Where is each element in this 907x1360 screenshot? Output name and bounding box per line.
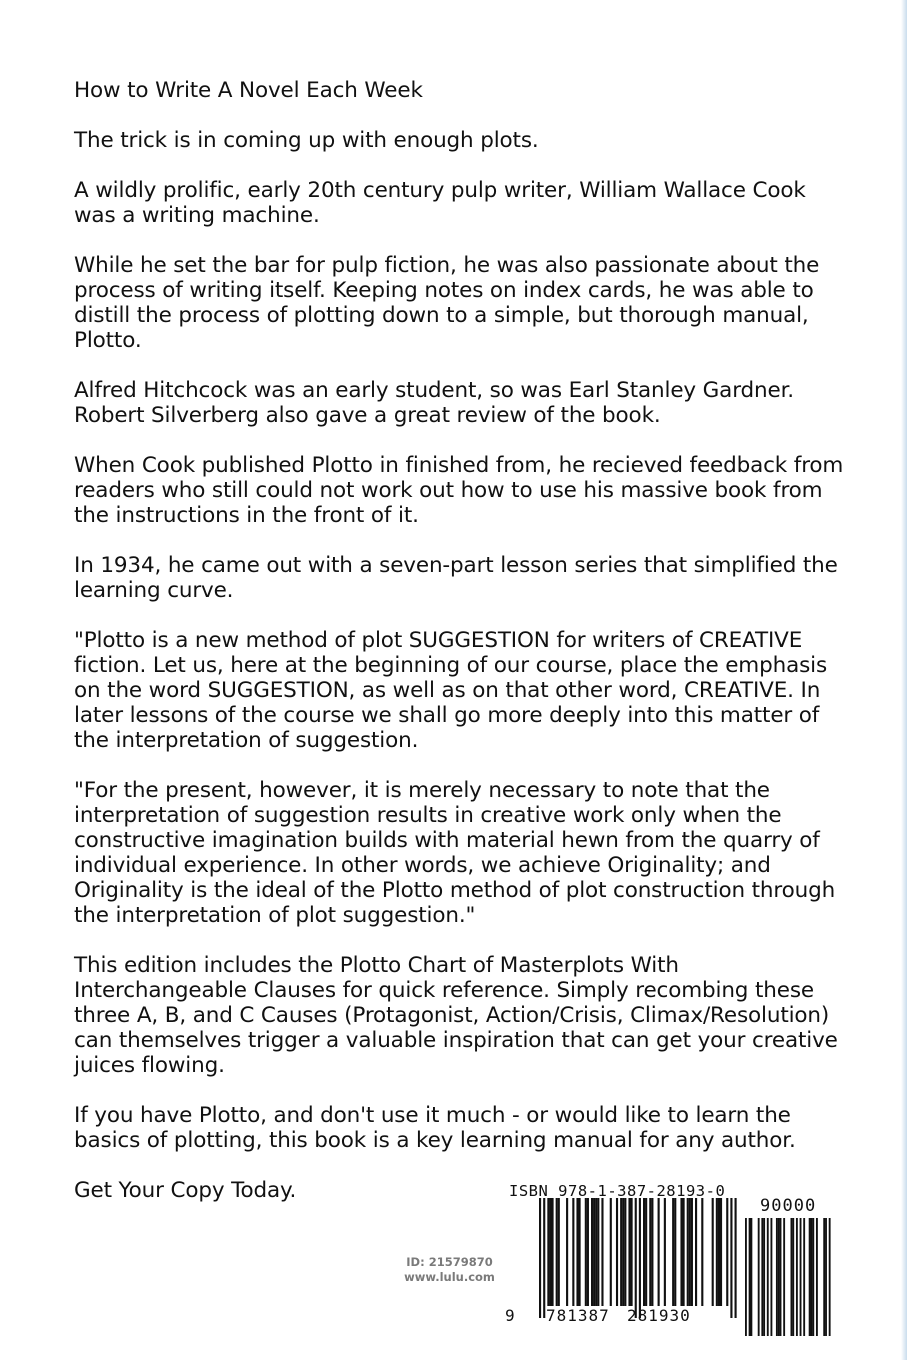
addon-bar	[816, 1218, 818, 1336]
barcode-bar	[658, 1198, 660, 1306]
barcode-bar	[683, 1198, 685, 1306]
barcode-bar	[649, 1198, 651, 1306]
addon-bar	[778, 1218, 780, 1336]
barcode-bar	[543, 1198, 545, 1318]
addon-bar	[792, 1218, 794, 1336]
lulu-site: www.lulu.com	[404, 1270, 495, 1284]
addon-bar	[812, 1218, 814, 1336]
barcode-bar	[558, 1198, 560, 1306]
blurb-quote: "Plotto is a new method of plot SUGGESTION for writers of CREATIVE fiction. Let us, here at the beginning of our course, place the emphasis on the word SUGGESTION, as well as on that other word, CREATIVE. In later lessons of the course we shall go more deeply into this matter of the interpretation of suggestion.	[74, 628, 828, 753]
barcode-bar	[701, 1198, 703, 1306]
addon-bar	[780, 1218, 782, 1336]
barcode-bar	[716, 1198, 718, 1306]
barcode-bar	[622, 1198, 624, 1306]
barcode-bar	[643, 1198, 645, 1306]
addon-bar	[803, 1218, 805, 1336]
barcode-bar	[616, 1198, 618, 1306]
barcode-bar	[539, 1198, 541, 1318]
barcode-bar	[547, 1198, 549, 1306]
barcode-bar	[720, 1198, 722, 1306]
addon-bar	[791, 1218, 793, 1336]
barcode-bar	[610, 1198, 612, 1306]
barcode-bar	[551, 1198, 553, 1306]
barcode-bar	[593, 1198, 595, 1306]
barcode-bar	[549, 1198, 551, 1306]
barcode-bar	[730, 1198, 732, 1318]
addon-bar	[809, 1218, 811, 1336]
blurb-paragraph: The trick is in coming up with enough plots.	[74, 128, 539, 153]
addon-bar	[811, 1218, 813, 1336]
barcode-bar	[579, 1198, 581, 1306]
addon-bar	[825, 1218, 827, 1336]
blurb-call-to-action: Get Your Copy Today.	[74, 1178, 297, 1203]
barcode-bar	[672, 1198, 674, 1306]
addon-bar	[829, 1218, 831, 1336]
blurb-paragraph: While he set the bar for pulp fiction, he was also passionate about the process of writing itself. Keeping notes on index cards, he was able to distill the process of plotting down to a simple, but thorough manual, Plotto.	[74, 253, 820, 353]
barcode-bar	[726, 1198, 728, 1306]
barcode-bar	[639, 1198, 641, 1318]
barcode-bar	[556, 1198, 558, 1306]
addon-bar	[800, 1218, 802, 1336]
barcode-bar	[664, 1198, 666, 1306]
barcode-bar	[576, 1198, 578, 1306]
blurb-paragraph: This edition includes the Plotto Chart of Masterplots With Interchangeable Clauses for quick reference. Simply recombing these three A, B, and C Causes (Protagonist, Action/Crisis, Climax/Resolution) can themselves trigger a valuable inspiration that can get your creative juices flowing.	[74, 953, 838, 1078]
isbn-label: ISBN 978-1-387-28193-0	[509, 1182, 726, 1200]
barcode-bar	[689, 1198, 691, 1306]
blurb-title: How to Write A Novel Each Week	[74, 78, 423, 103]
barcode-bar	[585, 1198, 587, 1306]
barcode-bar	[566, 1198, 568, 1306]
barcode-bar	[591, 1198, 593, 1306]
blurb-paragraph: When Cook published Plotto in finished from, he recieved feedback from readers who still could not work out how to use his massive book from the instructions in the front of it.	[74, 453, 844, 528]
blurb-paragraph: Alfred Hitchcock was an early student, so was Earl Stanley Gardner. Robert Silverberg also gave a great review of the book.	[74, 378, 794, 428]
barcode-bar	[645, 1198, 647, 1306]
blurb-quote: "For the present, however, it is merely necessary to note that the interpretation of suggestion results in creative work only when the constructive imagination builds with material hewn from the quarry of individual experience. In other words, we achieve Originality; and Originality is the ideal of the Plotto method of plot construction through the interpretation of plot suggestion."	[74, 778, 836, 928]
addon-bar	[745, 1218, 747, 1336]
barcode-bar	[587, 1198, 589, 1306]
barcode-bar	[687, 1198, 689, 1306]
barcode-bar	[628, 1198, 630, 1306]
addon-bar	[770, 1218, 772, 1336]
barcode-bar	[572, 1198, 574, 1306]
addon-bar	[823, 1218, 825, 1336]
addon-bar	[761, 1218, 763, 1336]
barcode-bar	[620, 1198, 622, 1306]
barcode-bar	[631, 1198, 633, 1306]
barcode-bar	[651, 1198, 653, 1306]
blurb-paragraph: If you have Plotto, and don't use it much - or would like to learn the basics of plotting, this book is a key learning manual for any author.	[74, 1103, 796, 1153]
barcode-bar	[595, 1198, 597, 1306]
barcode-bar	[712, 1198, 714, 1306]
addon-bar	[767, 1218, 769, 1336]
addon-bar	[750, 1218, 752, 1336]
barcode-bar	[624, 1198, 626, 1306]
ean-right-digits: 281930	[627, 1306, 691, 1325]
addon-bar	[763, 1218, 765, 1336]
ean-left-digits: 781387	[546, 1306, 610, 1325]
barcode-bar	[695, 1198, 697, 1306]
barcode-bar	[601, 1198, 603, 1306]
barcode-bar	[735, 1198, 737, 1318]
barcode-bar	[674, 1198, 676, 1306]
ean-first-digit: 9	[505, 1306, 516, 1325]
barcode-bar	[718, 1198, 720, 1306]
blurb-paragraph: In 1934, he came out with a seven-part lesson series that simplified the learning curve.	[74, 553, 838, 603]
barcode-bar	[680, 1198, 682, 1306]
addon-bar	[796, 1218, 798, 1336]
barcode-addon-digits: 90000	[760, 1196, 817, 1216]
blurb-text	[74, 78, 844, 1228]
lulu-id: ID: 21579870	[406, 1255, 493, 1269]
addon-bar	[776, 1218, 778, 1336]
addon-bar	[758, 1218, 760, 1336]
barcode-bar	[635, 1198, 637, 1318]
cover-edge-strip	[901, 0, 907, 1360]
addon-bar	[783, 1218, 785, 1336]
barcode-bar	[691, 1198, 693, 1306]
addon-bar	[749, 1218, 751, 1336]
barcode-bar	[597, 1198, 599, 1306]
blurb-paragraph: A wildly prolific, early 20th century pulp writer, William Wallace Cook was a writing machine.	[74, 178, 806, 228]
